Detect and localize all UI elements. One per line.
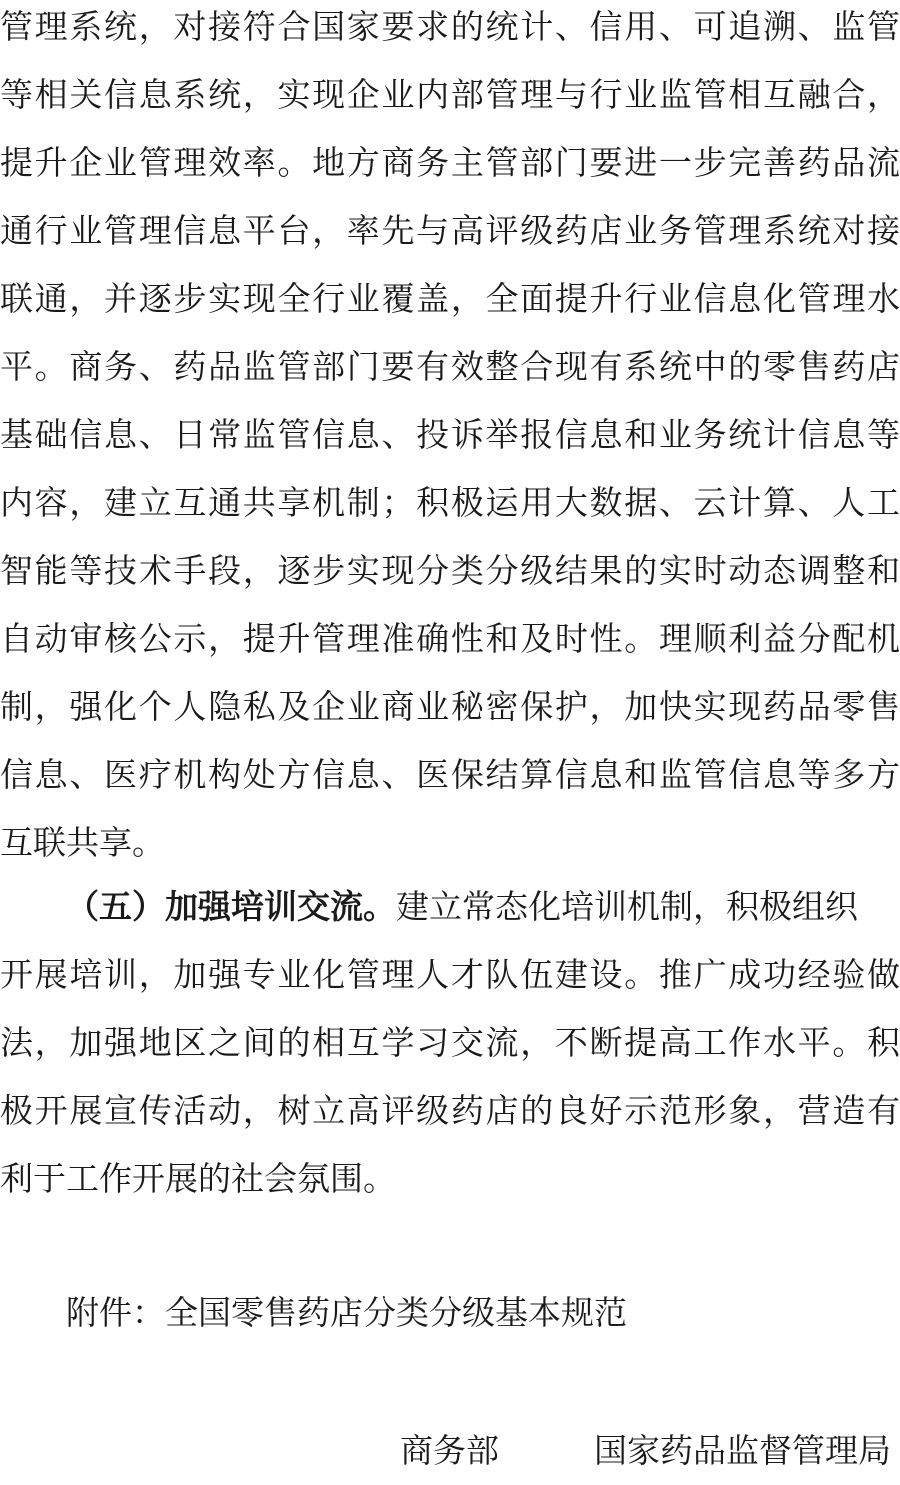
paragraph-line: 开展培训，加强专业化管理人才队伍建设。推广成功经验做 — [0, 955, 900, 994]
paragraph-line: 联通，并逐步实现全行业覆盖，全面提升行业信息化管理水 — [0, 279, 900, 318]
paragraph-line: 等相关信息系统，实现企业内部管理与行业监管相互融合， — [0, 75, 900, 114]
paragraph-line: 互联共享。 — [0, 823, 165, 862]
paragraph-line: 智能等技术手段，逐步实现分类分级结果的实时动态调整和 — [0, 551, 900, 590]
paragraph-line: 利于工作开展的社会氛围。 — [0, 1159, 396, 1198]
paragraph-text: 建立常态化培训机制，积极组织 — [396, 887, 858, 926]
paragraph-line: 法，加强地区之间的相互学习交流，不断提高工作水平。积 — [0, 1023, 900, 1062]
paragraph-line: 管理系统，对接符合国家要求的统计、信用、可追溯、监管 — [0, 7, 900, 46]
paragraph-line: 内容，建立互通共享机制；积极运用大数据、云计算、人工 — [0, 483, 900, 522]
paragraph-line: 提升企业管理效率。地方商务主管部门要进一步完善药品流 — [0, 143, 900, 182]
paragraph-line: 信息、医疗机构处方信息、医保结算信息和监管信息等多方 — [0, 755, 900, 794]
paragraph-line: 基础信息、日常监管信息、投诉举报信息和业务统计信息等 — [0, 415, 900, 454]
paragraph-line: 制，强化个人隐私及企业商业秘密保护，加快实现药品零售 — [0, 687, 900, 726]
paragraph-first-line — [0, 882, 900, 932]
signature-drug-administration: 国家药品监督管理局 — [594, 1431, 891, 1470]
paragraph-line: 自动审核公示，提升管理准确性和及时性。理顺利益分配机 — [0, 619, 900, 658]
paragraph-line: 极开展宣传活动，树立高评级药店的良好示范形象，营造有 — [0, 1091, 900, 1130]
paragraph-line: 平。商务、药品监管部门要有效整合现有系统中的零售药店 — [0, 347, 900, 386]
paragraph-line: 通行业管理信息平台，率先与高评级药店业务管理系统对接 — [0, 211, 900, 250]
attachment-line: 附件：全国零售药店分类分级基本规范 — [66, 1293, 627, 1332]
signature-ministry-of-commerce: 商务部 — [400, 1431, 499, 1470]
section-heading: （五）加强培训交流。 — [66, 887, 396, 926]
